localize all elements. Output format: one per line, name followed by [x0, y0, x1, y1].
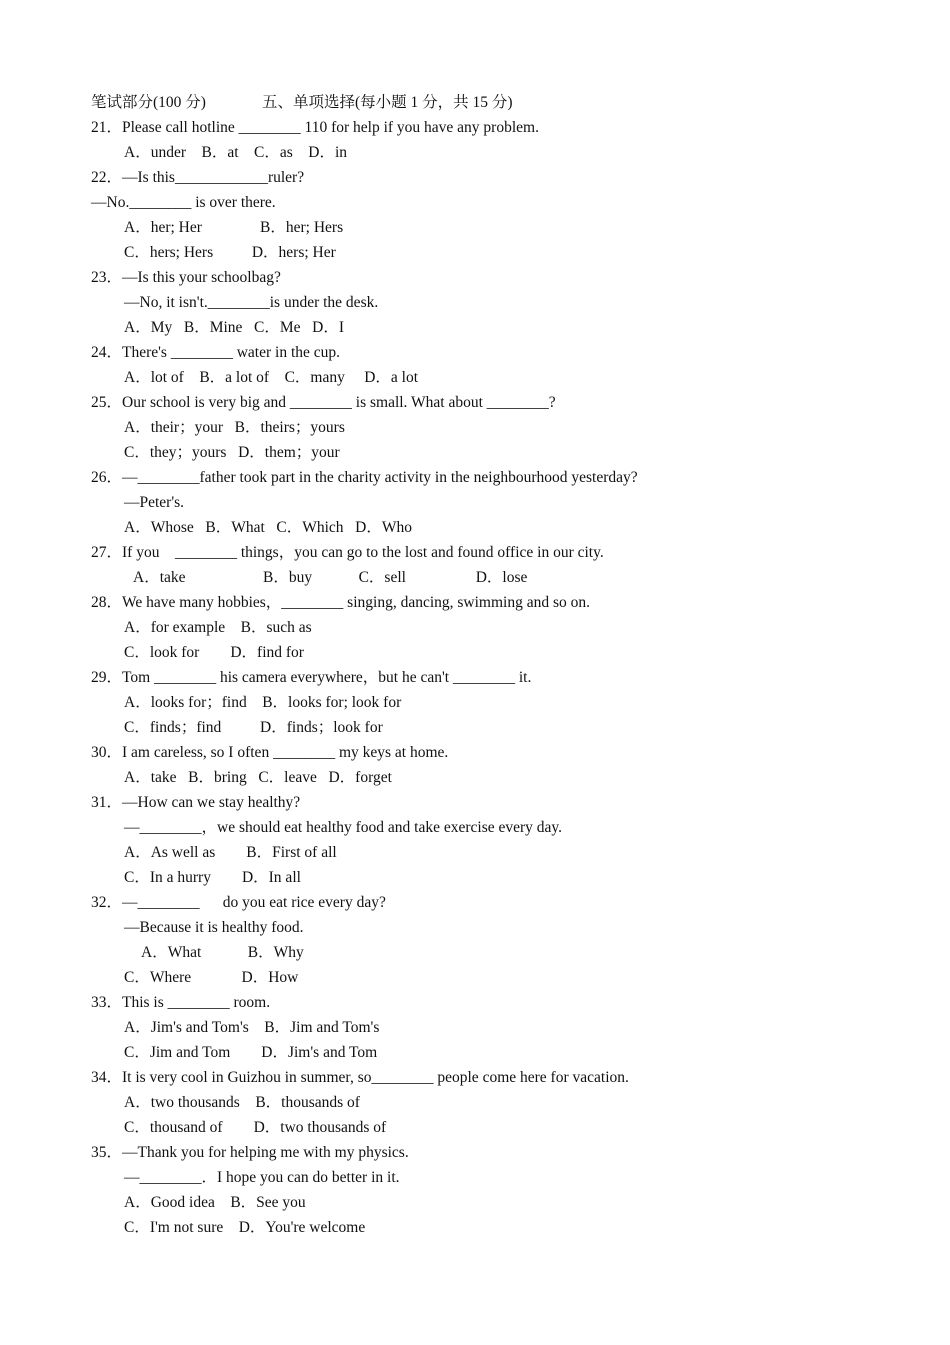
options-29-cd: C．finds；find D．finds；look for [124, 719, 383, 736]
question-31-reply: —________，we should eat healthy food and take exercise every day. [124, 819, 563, 836]
options-22-ab: A．her; Her B．her; Hers [124, 219, 344, 236]
question-29: 29．Tom ________ his camera everywhere，but he can't ________ it. [91, 669, 532, 686]
options-35-ab: A．Good idea B．See you [124, 1194, 306, 1211]
section-heading [91, 93, 513, 113]
section-label: 笔试部分(100 分) [91, 94, 206, 111]
question-35: 35．—Thank you for helping me with my physics. [91, 1144, 409, 1161]
options-25-cd: C．they；yours D．them；your [124, 444, 340, 461]
options-34-cd: C．thousand of D．two thousands of [124, 1119, 387, 1136]
options-24: A．lot of B．a lot of C．many D．a lot [124, 369, 419, 386]
options-29-ab: A．looks for；find B．looks for; look for [124, 694, 402, 711]
options-32-cd: C．Where D．How [124, 969, 299, 986]
question-22: 22．—Is this____________ruler? [91, 169, 305, 186]
question-32-reply: —Because it is healthy food. [124, 919, 304, 936]
question-30: 30．I am careless, so I often ________ my keys at home. [91, 744, 449, 761]
question-32: 32．—________ do you eat rice every day? [91, 894, 386, 911]
options-27: A．take B．buy C．sell D．lose [133, 569, 528, 586]
question-22-reply: —No.________ is over there. [91, 194, 276, 211]
options-25-ab: A．their；your B．theirs；yours [124, 419, 345, 436]
question-34: 34．It is very cool in Guizhou in summer, so________ people come here for vacation. [91, 1069, 629, 1086]
options-33-ab: A．Jim's and Tom's B．Jim and Tom's [124, 1019, 380, 1036]
options-31-cd: C．In a hurry D．In all [124, 869, 301, 886]
question-35-reply: —________．I hope you can do better in it. [124, 1169, 400, 1186]
options-32-ab: A．What B．Why [141, 944, 304, 961]
options-30: A．take B．bring C．leave D．forget [124, 769, 392, 786]
question-26: 26．—________father took part in the charity activity in the neighbourhood yesterday? [91, 469, 638, 486]
options-26: A．Whose B．What C．Which D．Who [124, 519, 412, 536]
options-28-ab: A．for example B．such as [124, 619, 312, 636]
question-25: 25．Our school is very big and ________ is small. What about ________? [91, 394, 556, 411]
question-23-reply: —No, it isn't.________is under the desk. [124, 294, 379, 311]
options-23: A．My B．Mine C．Me D．I [124, 319, 345, 336]
part-title: 五、单项选择(每小题 1 分，共 15 分) [261, 94, 513, 111]
options-35-cd: C．I'm not sure D．You're welcome [124, 1219, 366, 1236]
question-21: 21．Please call hotline ________ 110 for help if you have any problem. [91, 119, 539, 136]
options-21: A．under B．at C．as D．in [124, 144, 348, 161]
question-27: 27．If you ________ things，you can go to the lost and found office in our city. [91, 544, 604, 561]
question-23: 23．—Is this your schoolbag? [91, 269, 281, 286]
options-33-cd: C．Jim and Tom D．Jim's and Tom [124, 1044, 378, 1061]
options-22-cd: C．hers; Hers D．hers; Her [124, 244, 336, 261]
question-26-reply: —Peter's. [124, 494, 185, 511]
question-31: 31．—How can we stay healthy? [91, 794, 301, 811]
options-28-cd: C．look for D．find for [124, 644, 304, 661]
options-34-ab: A．two thousands B．thousands of [124, 1094, 360, 1111]
question-24: 24．There's ________ water in the cup. [91, 344, 341, 361]
options-31-ab: A．As well as B．First of all [124, 844, 337, 861]
question-28: 28．We have many hobbies，________ singing, dancing, swimming and so on. [91, 594, 591, 611]
question-33: 33．This is ________ room. [91, 994, 271, 1011]
